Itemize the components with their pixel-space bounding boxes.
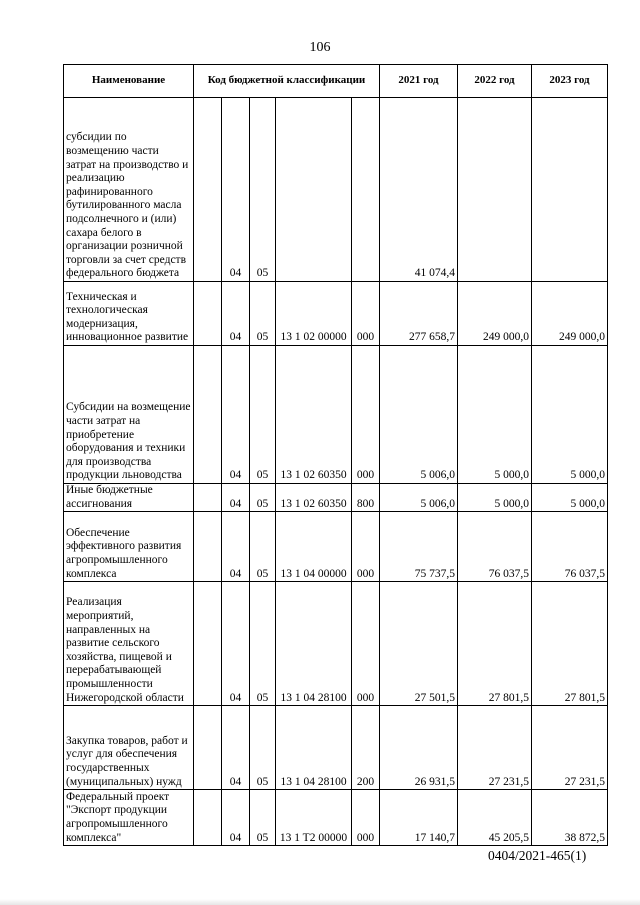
- row-code-blank: [194, 98, 222, 282]
- row-amount-2023: 249 000,0: [532, 282, 608, 346]
- row-code-blank: [194, 706, 222, 790]
- row-amount-2022: 5 000,0: [458, 346, 532, 484]
- row-amount-2022: 27 801,5: [458, 582, 532, 706]
- row-code-target: 13 1 T2 00000: [276, 790, 352, 846]
- row-amount-2023: 76 037,5: [532, 512, 608, 582]
- row-amount-2022: 27 231,5: [458, 706, 532, 790]
- row-amount-2023: 5 000,0: [532, 484, 608, 512]
- row-code-subsection: 05: [250, 790, 276, 846]
- row-name: Обеспечение эффективного развития агропромышленного комплекса: [64, 512, 194, 582]
- row-code-expense: 200: [352, 706, 380, 790]
- row-code-subsection: 05: [250, 98, 276, 282]
- row-code-expense: 000: [352, 512, 380, 582]
- row-code-blank: [194, 790, 222, 846]
- table-row: [64, 706, 608, 790]
- row-code-target: 13 1 02 00000: [276, 282, 352, 346]
- row-code-target: 13 1 02 60350: [276, 346, 352, 484]
- row-amount-2022: 249 000,0: [458, 282, 532, 346]
- row-amount-2022: [458, 98, 532, 282]
- row-code-subsection: 05: [250, 582, 276, 706]
- budget-table: [63, 64, 608, 846]
- page-number: 106: [309, 40, 331, 55]
- row-amount-2023: [532, 98, 608, 282]
- document-number: 0404/2021-465(1): [488, 848, 587, 863]
- row-code-subsection: 05: [250, 706, 276, 790]
- table-row: [64, 346, 608, 484]
- row-code-target: 13 1 02 60350: [276, 484, 352, 512]
- row-code-expense: [352, 98, 380, 282]
- header-2022: 2022 год: [458, 65, 532, 98]
- row-name: Федеральный проект "Экспорт продукции агропромышленного комплекса": [64, 790, 194, 846]
- table-row: [64, 98, 608, 282]
- table-row: [64, 512, 608, 582]
- row-code-section: 04: [222, 484, 250, 512]
- row-code-blank: [194, 582, 222, 706]
- row-code-target: 13 1 04 00000: [276, 512, 352, 582]
- row-amount-2023: 38 872,5: [532, 790, 608, 846]
- row-code-blank: [194, 512, 222, 582]
- row-amount-2021: 5 006,0: [380, 346, 458, 484]
- row-code-expense: 800: [352, 484, 380, 512]
- row-code-blank: [194, 346, 222, 484]
- scan-edge: [0, 899, 640, 905]
- row-code-blank: [194, 484, 222, 512]
- row-code-expense: 000: [352, 790, 380, 846]
- header-2023: 2023 год: [532, 65, 608, 98]
- row-code-target: [276, 98, 352, 282]
- table-header-row: [64, 65, 608, 98]
- row-name: субсидии по возмещению части затрат на производство и реализацию рафинированного бутилированного масла подсолнечного и (или) сахара белого в организации розничной торговли за счет средств федерального бюджета: [64, 98, 194, 282]
- row-amount-2022: 76 037,5: [458, 512, 532, 582]
- table-row: [64, 282, 608, 346]
- row-code-subsection: 05: [250, 282, 276, 346]
- row-code-blank: [194, 282, 222, 346]
- row-amount-2021: 5 006,0: [380, 484, 458, 512]
- row-amount-2022: 5 000,0: [458, 484, 532, 512]
- row-code-target: 13 1 04 28100: [276, 706, 352, 790]
- row-amount-2021: 75 737,5: [380, 512, 458, 582]
- row-name: Техническая и технологическая модернизация, инновационное развитие: [64, 282, 194, 346]
- table-row: [64, 484, 608, 512]
- row-amount-2021: 27 501,5: [380, 582, 458, 706]
- row-code-expense: 000: [352, 282, 380, 346]
- table-row: [64, 790, 608, 846]
- row-amount-2021: 277 658,7: [380, 282, 458, 346]
- row-code-section: 04: [222, 790, 250, 846]
- row-name: Субсидии на возмещение части затрат на приобретение оборудования и техники для производства продукции льноводства: [64, 346, 194, 484]
- row-code-section: 04: [222, 282, 250, 346]
- row-amount-2023: 5 000,0: [532, 346, 608, 484]
- table-row: [64, 582, 608, 706]
- row-amount-2023: 27 801,5: [532, 582, 608, 706]
- row-amount-2022: 45 205,5: [458, 790, 532, 846]
- row-code-expense: 000: [352, 346, 380, 484]
- row-code-subsection: 05: [250, 512, 276, 582]
- row-name: Реализация мероприятий, направленных на развитие сельского хозяйства, пищевой и перерабатывающей промышленности Нижегородской области: [64, 582, 194, 706]
- row-code-section: 04: [222, 582, 250, 706]
- row-code-expense: 000: [352, 582, 380, 706]
- row-code-subsection: 05: [250, 484, 276, 512]
- header-code: Код бюджетной классификации: [194, 65, 380, 98]
- header-name: Наименование: [64, 65, 194, 98]
- row-code-section: 04: [222, 98, 250, 282]
- row-amount-2021: 26 931,5: [380, 706, 458, 790]
- row-amount-2021: 17 140,7: [380, 790, 458, 846]
- row-amount-2023: 27 231,5: [532, 706, 608, 790]
- row-name: Закупка товаров, работ и услуг для обеспечения государственных (муниципальных) нужд: [64, 706, 194, 790]
- row-code-section: 04: [222, 706, 250, 790]
- row-name: Иные бюджетные ассигнования: [64, 484, 194, 512]
- header-2021: 2021 год: [380, 65, 458, 98]
- row-code-subsection: 05: [250, 346, 276, 484]
- row-code-target: 13 1 04 28100: [276, 582, 352, 706]
- row-amount-2021: 41 074,4: [380, 98, 458, 282]
- row-code-section: 04: [222, 346, 250, 484]
- row-code-section: 04: [222, 512, 250, 582]
